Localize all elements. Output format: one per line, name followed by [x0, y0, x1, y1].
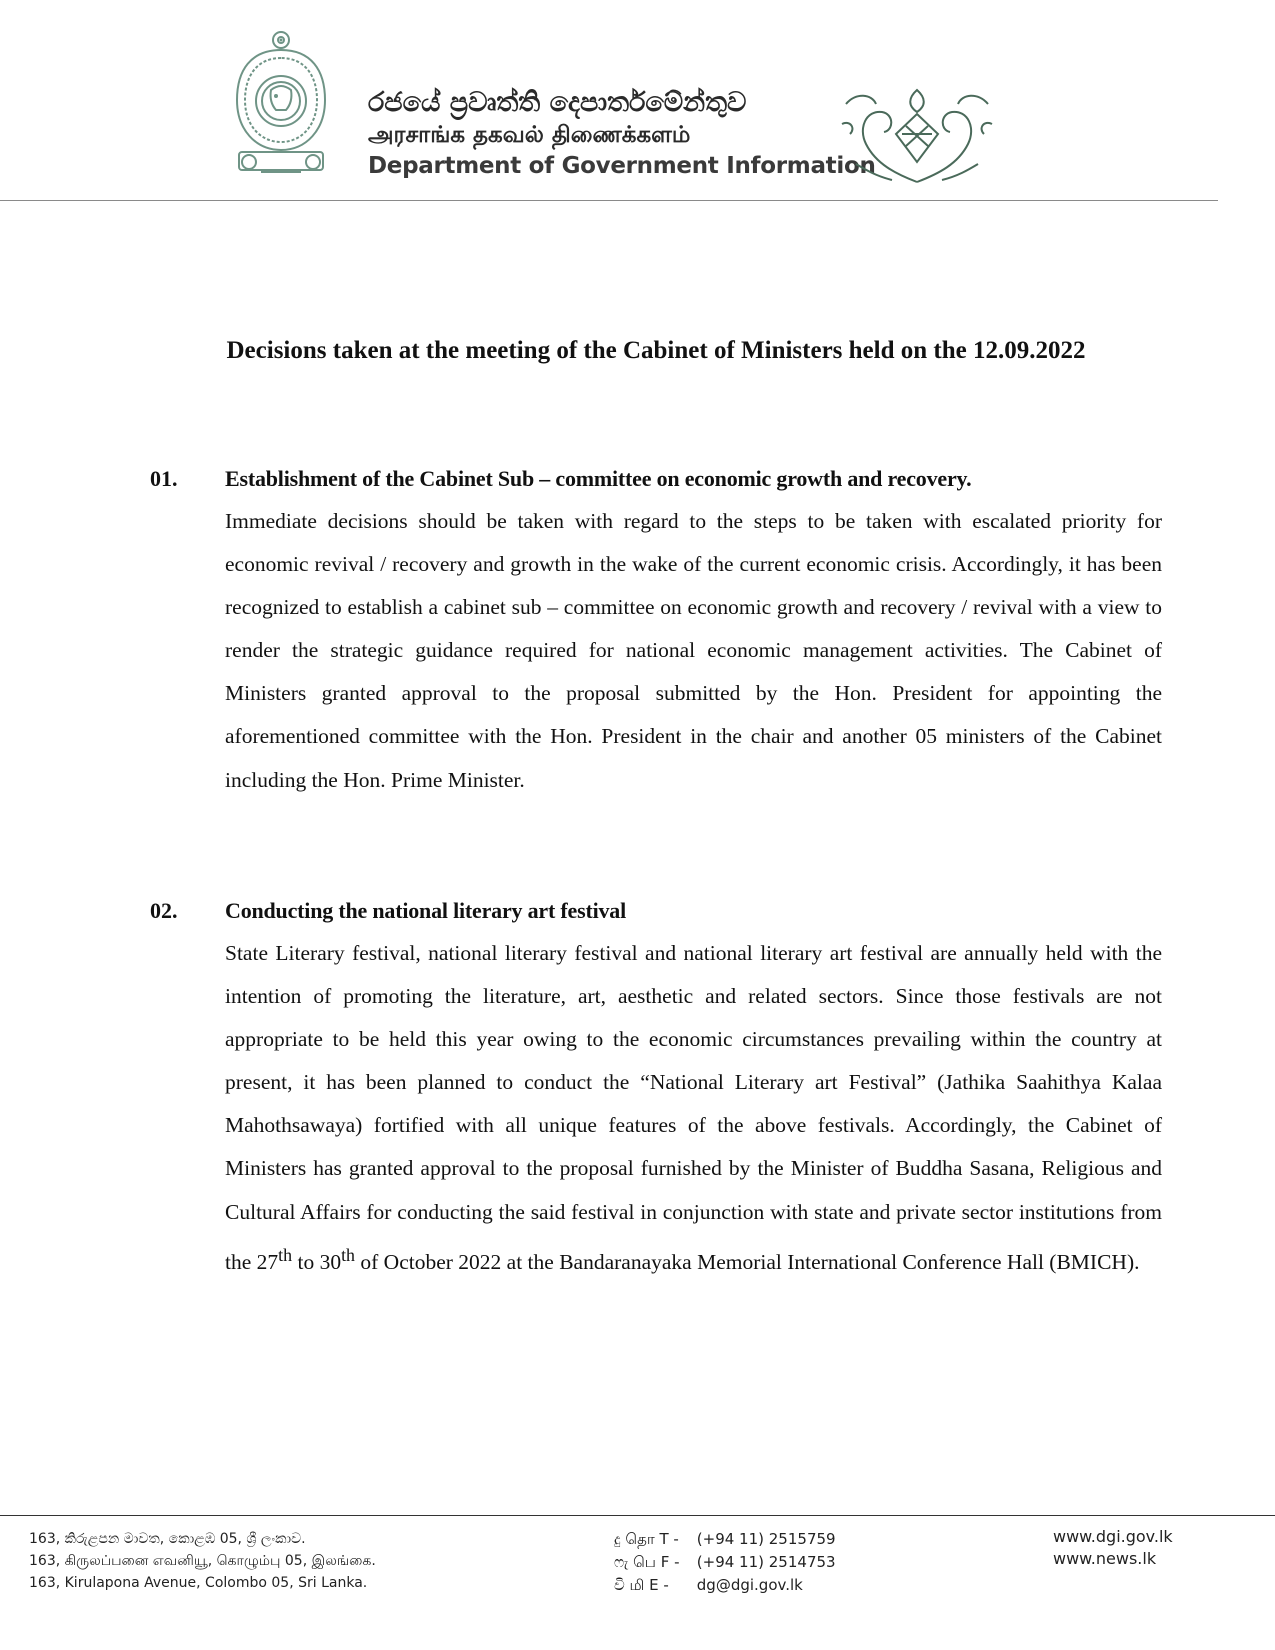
- department-names: [368, 86, 876, 182]
- header-divider: [0, 200, 1218, 201]
- department-name-english: Department of Government Information: [368, 153, 876, 179]
- footer-divider: [0, 1515, 1275, 1516]
- item-body: [225, 932, 1162, 1284]
- item-body-text: of October 2022 at the Bandaranayaka Memorial International Conference Hall (BMICH).: [355, 1249, 1140, 1274]
- phone-number: (+94 11) 2515759: [696, 1530, 836, 1548]
- department-name-tamil: அரசாங்க தகவல் திணைக்களம்: [368, 122, 691, 148]
- address-sinhala: 163, කිරුළපන මාවත, කොළඹ 05, ශ්‍රී ලංකාව.: [29, 1531, 306, 1547]
- item-heading: Conducting the national literary art festival: [225, 898, 627, 923]
- department-name-sinhala: රජයේ ප්‍රවෘත්ති දෙපාර්තමේන්තුව: [368, 87, 747, 118]
- document-title: Decisions taken at the meeting of the Cabinet of Ministers held on the 12.09.2022: [226, 337, 1086, 364]
- traditional-swan-ornament-icon: [836, 84, 998, 188]
- fax-line: [614, 1551, 836, 1574]
- address-tamil: 163, கிருலப்பனை எவனியூ, கொழும்பு 05, இலங்கை.: [29, 1553, 376, 1569]
- email-label: වි மி E -: [614, 1576, 669, 1594]
- footer-contact: [614, 1528, 836, 1597]
- phone-label: දු தொ T -: [614, 1530, 679, 1548]
- phone-line: [614, 1528, 836, 1551]
- fax-number: (+94 11) 2514753: [696, 1553, 836, 1571]
- website-link[interactable]: www.news.lk: [1053, 1549, 1157, 1568]
- email-address: dg@dgi.gov.lk: [696, 1576, 803, 1594]
- item-body: Immediate decisions should be taken with regard to the steps to be taken with escalated priority for economic revival / recovery and growth in the wake of the current economic crisis. Accordingly, it has been recognized to establish a cabinet sub – committee on economic growth and recovery / revival with a view to render the strategic guidance required for national economic management activities. The Cabinet of Ministers granted approval to the proposal submitted by the Hon. President for appointing the aforementioned committee with the Hon. President in the chair and another 05 ministers of the Cabinet including the Hon. Prime Minister.: [225, 509, 1162, 792]
- item-body-text: State Literary festival, national literary festival and national literary art festival are annually held with the intention of promoting the literature, art, aesthetic and related sectors. Since those festivals are not appropriate to be held this year owing to the economic circumstances prevailing within the country at present, it has been planned to conduct the “National Literary art Festival” (Jathika Saahithya Kalaa Mahothsawaya) fortified with all unique features of the above festivals. Accordingly, the Cabinet of Ministers has granted approval to the proposal furnished by the Minister of Buddha Sasana, Religious and Cultural Affairs for conducting the said festival in conjunction with state and private sector institutions from the 27: [225, 941, 1162, 1274]
- footer-websites: [1053, 1526, 1173, 1570]
- footer-address: [29, 1528, 376, 1594]
- address-english: 163, Kirulapona Avenue, Colombo 05, Sri Lanka.: [29, 1575, 368, 1591]
- email-line: [614, 1574, 836, 1597]
- ordinal-suffix: th: [341, 1244, 356, 1265]
- website-link[interactable]: www.dgi.gov.lk: [1053, 1527, 1173, 1546]
- ordinal-suffix: th: [278, 1244, 293, 1265]
- item-number: 01.: [150, 466, 178, 491]
- letterhead: [0, 0, 1275, 205]
- fax-label: ෆැ பெ F -: [614, 1553, 680, 1571]
- sri-lanka-national-emblem-icon: [231, 30, 331, 182]
- item-number: 02.: [150, 898, 178, 923]
- item-body-text: to 30: [292, 1249, 342, 1274]
- item-heading: Establishment of the Cabinet Sub – committee on economic growth and recovery.: [225, 466, 972, 491]
